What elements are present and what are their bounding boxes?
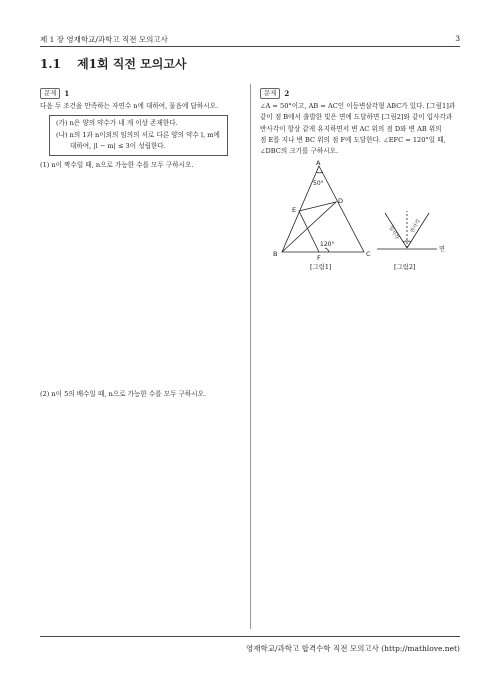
label-c: C xyxy=(366,250,371,258)
header-rule xyxy=(40,46,460,47)
page-footer: 영재학교/과학고 합격수학 직전 모의고사 (http://mathlove.net) xyxy=(245,644,460,653)
problem-number: 1 xyxy=(64,89,70,98)
problem-2-line-5: ∠DBC의 크기를 구하시오. xyxy=(260,147,339,156)
condition-b-line1: (나) n의 1과 n이외의 임의의 서로 다른 양의 약수 l, m에 xyxy=(56,130,220,139)
problem-1-label xyxy=(40,88,238,99)
problem-2-line-1: ∠A = 50°이고, AB = AC인 이등변삼각형 ABC가 있다. [그림1]과 xyxy=(260,102,456,111)
question-2: (2) n이 5의 배수일 때, n으로 가능한 수를 모두 구하시오. xyxy=(40,390,207,398)
surface-label: 면 xyxy=(439,246,445,253)
problem-number: 2 xyxy=(284,89,290,98)
condition-a: (가) n은 양의 약수가 네 개 이상 존재한다. xyxy=(56,119,178,128)
incident-label: 입사각 xyxy=(387,225,400,241)
page-number: 3 xyxy=(455,34,460,43)
reflect-label: 반사각 xyxy=(409,218,422,234)
problem-1-intro: 다음 두 조건을 만족하는 자연수 n에 대하여, 물음에 답하시오. xyxy=(40,102,219,111)
problem-badge: 문제 xyxy=(40,88,60,99)
section-heading: 제1회 직전 모의고사 xyxy=(77,57,187,71)
problem-2-line-3: 반사각이 항상 같게 유지하면서 변 AC 위의 점 D와 변 AB 위의 xyxy=(260,124,442,133)
section-number: 1.1 xyxy=(40,57,61,71)
figure-1-caption: [그림1] xyxy=(310,263,332,271)
label-a: A xyxy=(316,160,321,167)
problem-1 xyxy=(40,88,238,171)
angle-f-arc xyxy=(325,248,329,252)
angle-a-arc xyxy=(316,172,323,173)
problem-2-label xyxy=(260,88,460,99)
figure-1-triangle xyxy=(272,160,382,270)
problem-2-line-4: 점 E를 지나 변 BC 위의 점 F에 도달한다. ∠EFC = 120°일 때, xyxy=(260,135,446,144)
section-title xyxy=(40,55,187,72)
figure-2-reflection xyxy=(375,205,455,265)
angle-f-label: 120° xyxy=(320,241,335,248)
incident-arc xyxy=(403,241,407,242)
footer-rule xyxy=(40,636,460,637)
label-b: B xyxy=(273,250,278,258)
figure-2-caption: [그림2] xyxy=(394,263,416,271)
conditions-box xyxy=(49,115,228,156)
problem-badge: 문제 xyxy=(260,88,280,99)
label-e: E xyxy=(292,206,297,214)
column-divider xyxy=(250,84,251,629)
label-f: F xyxy=(317,254,321,262)
reflect-arc xyxy=(407,241,411,242)
problem-2-line-2: 같이 점 B에서 출발한 빛은 면에 도달하면 [그림2]와 같이 입사각과 xyxy=(260,113,453,122)
angle-a-label: 50° xyxy=(313,180,324,187)
page-header xyxy=(40,34,460,45)
label-d: D xyxy=(338,197,344,205)
problem-2 xyxy=(260,88,460,157)
header-title: 제 1 장 영재학교/과학고 직전 모의고사 xyxy=(40,35,168,44)
condition-b-line2: 대하여, |l − m| ≤ 3이 성립한다. xyxy=(70,141,166,150)
question-1: (1) n이 짝수일 때, n으로 가능한 수를 모두 구하시오. xyxy=(40,161,194,170)
